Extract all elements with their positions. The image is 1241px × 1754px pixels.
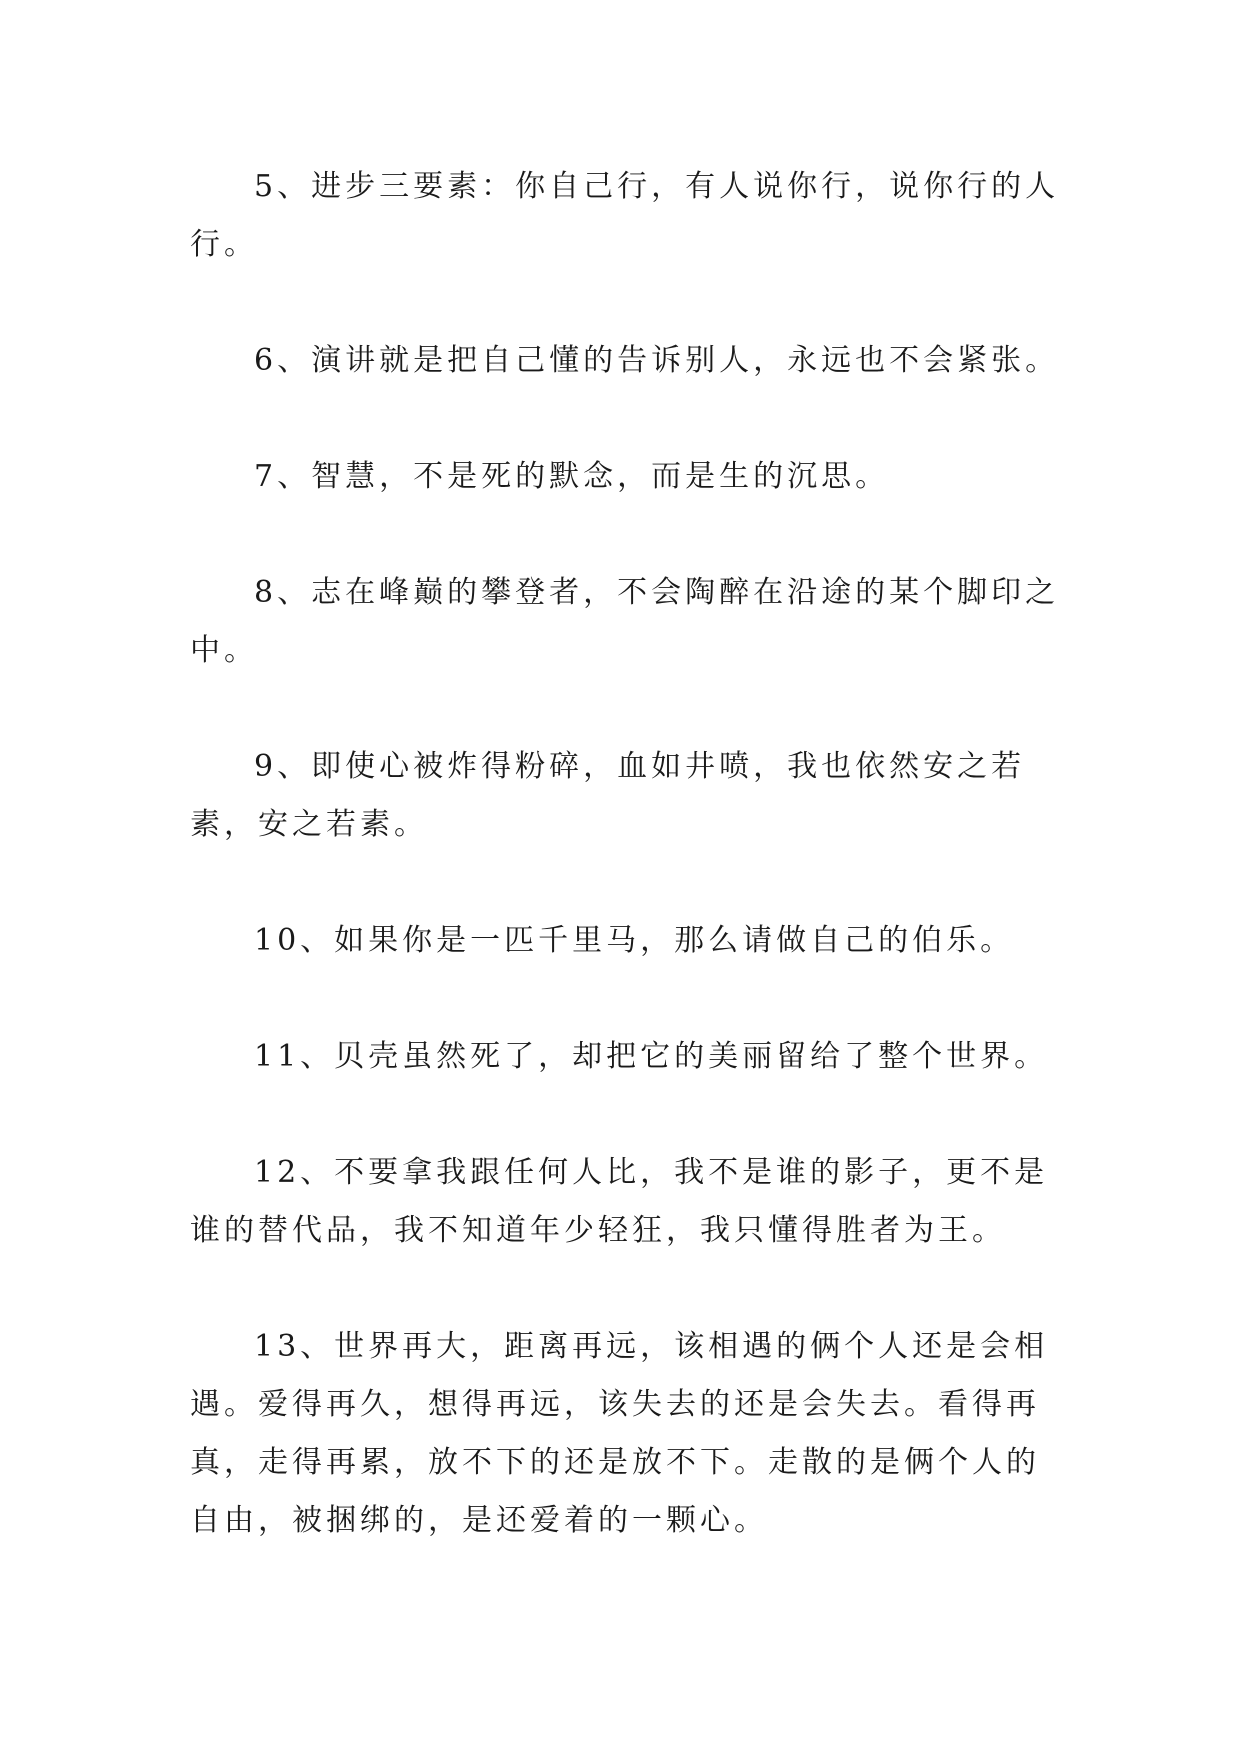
- paragraph-8: 8、志在峰巅的攀登者，不会陶醉在沿途的某个脚印之中。: [190, 575, 1060, 668]
- paragraph-7: 7、智慧，不是死的默念，而是生的沉思。: [254, 459, 890, 494]
- document-body: [190, 158, 1070, 1550]
- paragraph-12: 12、不要拿我跟任何人比，我不是谁的影子，更不是谁的替代品，我不知道年少轻狂，我只懂得胜者为王。: [190, 1155, 1049, 1248]
- paragraph-10: 10、如果你是一匹千里马，那么请做自己的伯乐。: [254, 923, 1015, 958]
- paragraph-9: 9、即使心被炸得粉碎，血如井喷，我也依然安之若素，安之若素。: [190, 749, 1026, 842]
- paragraph-11: 11、贝壳虽然死了，却把它的美丽留给了整个世界。: [254, 1039, 1049, 1074]
- paragraph-6: 6、演讲就是把自己懂的告诉别人，永远也不会紧张。: [254, 343, 1060, 378]
- paragraph-5: 5、进步三要素：你自己行，有人说你行，说你行的人行。: [190, 169, 1060, 262]
- paragraph-13: 13、世界再大，距离再远，该相遇的俩个人还是会相遇。爱得再久，想得再远，该失去的还是会失去。看得再真，走得再累，放不下的还是放不下。走散的是俩个人的自由，被捆绑的，是还爱着的一颗心。: [190, 1329, 1049, 1538]
